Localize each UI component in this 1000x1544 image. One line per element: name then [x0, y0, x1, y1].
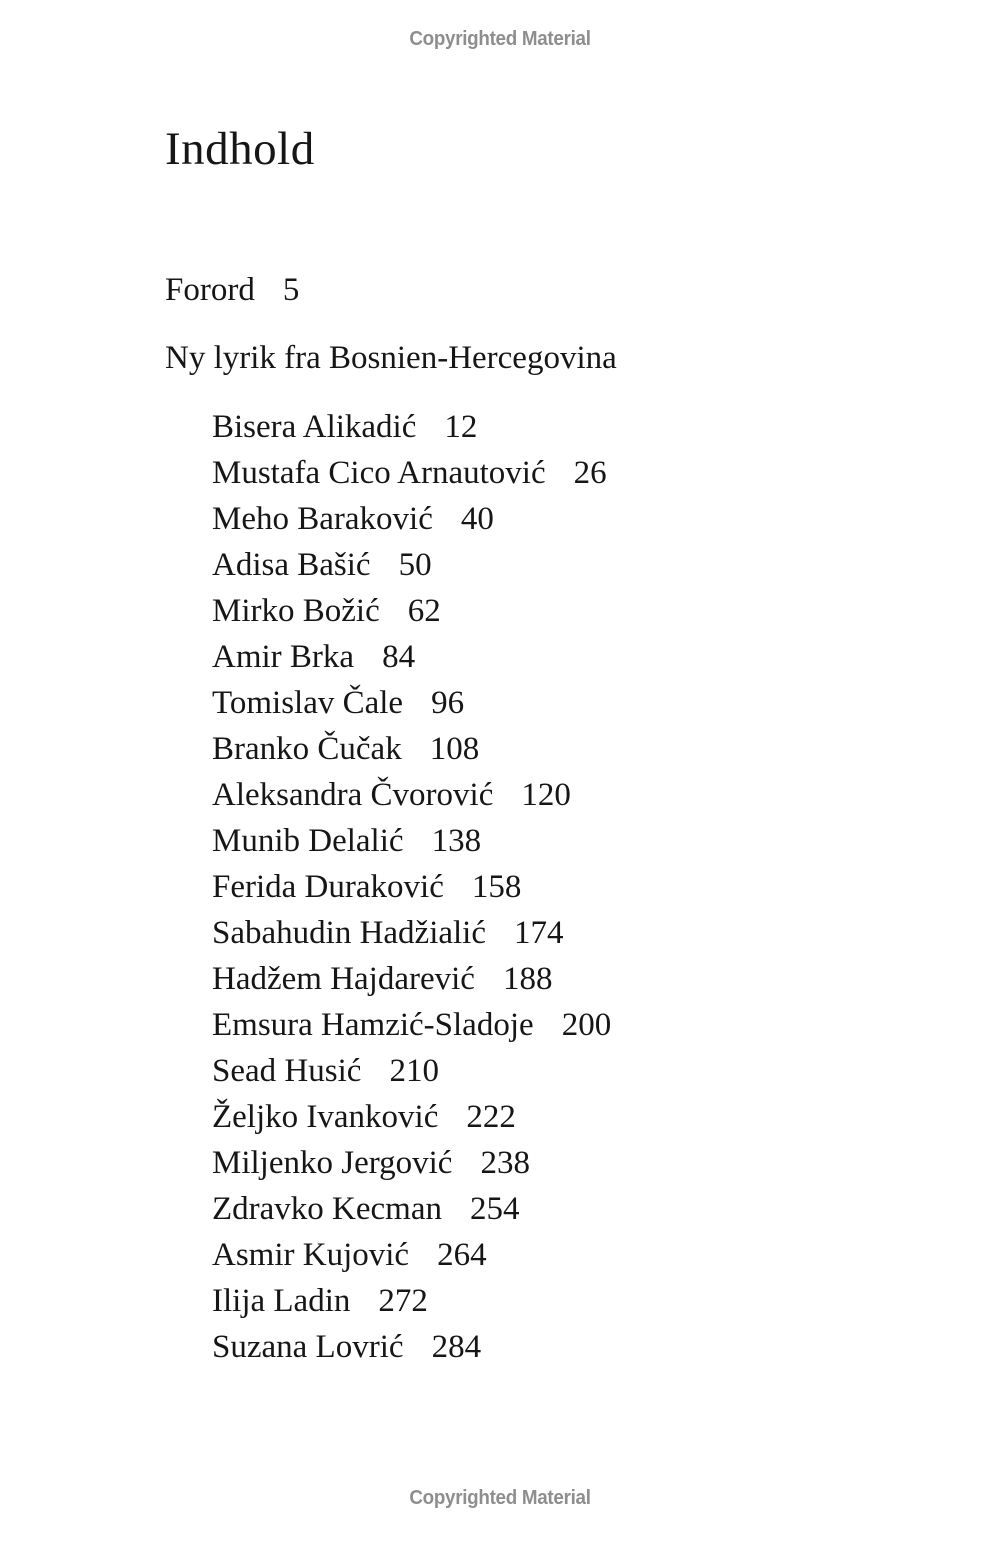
- page-number: 120: [521, 777, 571, 813]
- toc-entry: [212, 818, 611, 864]
- page-number: 200: [561, 1007, 612, 1043]
- toc-entry: [212, 542, 611, 588]
- toc-entry: [212, 1140, 611, 1186]
- author-name: Munib Delalić: [212, 823, 404, 859]
- author-name: Tomislav Čale: [212, 685, 404, 721]
- copyright-banner-bottom: Copyrighted Material: [409, 1487, 591, 1509]
- page-number: 96: [431, 685, 465, 721]
- author-name: Ferida Duraković: [212, 869, 444, 905]
- toc-entry-forord: [165, 270, 299, 310]
- page-number: 284: [431, 1329, 482, 1365]
- toc-entry: [212, 680, 611, 726]
- toc-forord-page-number: 5: [282, 272, 300, 308]
- page-number: 254: [470, 1191, 520, 1227]
- page-number: 62: [407, 593, 441, 629]
- page-number: 272: [378, 1283, 428, 1319]
- author-name: Suzana Lovrić: [212, 1329, 404, 1365]
- author-name: Ilija Ladin: [212, 1283, 351, 1319]
- author-name: Sabahudin Hadžialić: [212, 915, 486, 951]
- author-name: Zdravko Kecman: [212, 1191, 442, 1227]
- toc-entry: [212, 864, 611, 910]
- toc-entry: [212, 1232, 611, 1278]
- page-title: Indhold: [165, 123, 315, 175]
- page-number: 264: [437, 1237, 487, 1273]
- toc-entry: [212, 496, 611, 542]
- toc-entry: [212, 1002, 611, 1048]
- page-number: 26: [573, 455, 607, 491]
- toc-entry: [212, 1278, 611, 1324]
- author-name: Hadžem Hajdarević: [212, 961, 475, 997]
- toc-entry: [212, 404, 611, 450]
- author-name: Amir Brka: [212, 639, 355, 675]
- toc-entry-list: [212, 404, 611, 1370]
- page-number: 108: [429, 731, 480, 767]
- toc-entry: [212, 450, 611, 496]
- page-number: 210: [389, 1053, 439, 1089]
- author-name: Aleksandra Čvorović: [212, 777, 494, 813]
- author-name: Mirko Božić: [212, 593, 380, 629]
- page-number: 188: [502, 961, 553, 997]
- toc-entry: [212, 1186, 611, 1232]
- author-name: Bisera Alikadić: [212, 409, 417, 445]
- page-number: 138: [431, 823, 482, 859]
- toc-entry: [212, 634, 611, 680]
- toc-entry: [212, 726, 611, 772]
- page-number: 238: [480, 1145, 530, 1181]
- author-name: Branko Čučak: [212, 731, 402, 767]
- page-number: 158: [471, 869, 522, 905]
- author-name: Sead Husić: [212, 1053, 362, 1089]
- toc-forord-label: Forord: [165, 272, 255, 308]
- page-number: 174: [514, 915, 564, 951]
- toc-entry: [212, 1094, 611, 1140]
- toc-entry: [212, 1324, 611, 1370]
- page-number: 84: [382, 639, 416, 675]
- toc-entry: [212, 1048, 611, 1094]
- page-number: 222: [466, 1099, 516, 1135]
- author-name: Adisa Bašić: [212, 547, 371, 583]
- toc-entry: [212, 956, 611, 1002]
- author-name: Željko Ivanković: [212, 1099, 439, 1135]
- author-name: Asmir Kujović: [212, 1237, 410, 1273]
- copyright-banner-top: Copyrighted Material: [409, 28, 591, 50]
- toc-section-title: Ny lyrik fra Bosnien-Hercegovina: [165, 340, 617, 376]
- author-name: Emsura Hamzić-Sladoje: [212, 1007, 534, 1043]
- author-name: Meho Baraković: [212, 501, 433, 537]
- toc-entry: [212, 588, 611, 634]
- page-number: 12: [444, 409, 478, 445]
- page-number: 50: [398, 547, 432, 583]
- toc-entry: [212, 772, 611, 818]
- author-name: Miljenko Jergović: [212, 1145, 453, 1181]
- author-name: Mustafa Cico Arnautović: [212, 455, 546, 491]
- page-number: 40: [460, 501, 494, 537]
- toc-entry: [212, 910, 611, 956]
